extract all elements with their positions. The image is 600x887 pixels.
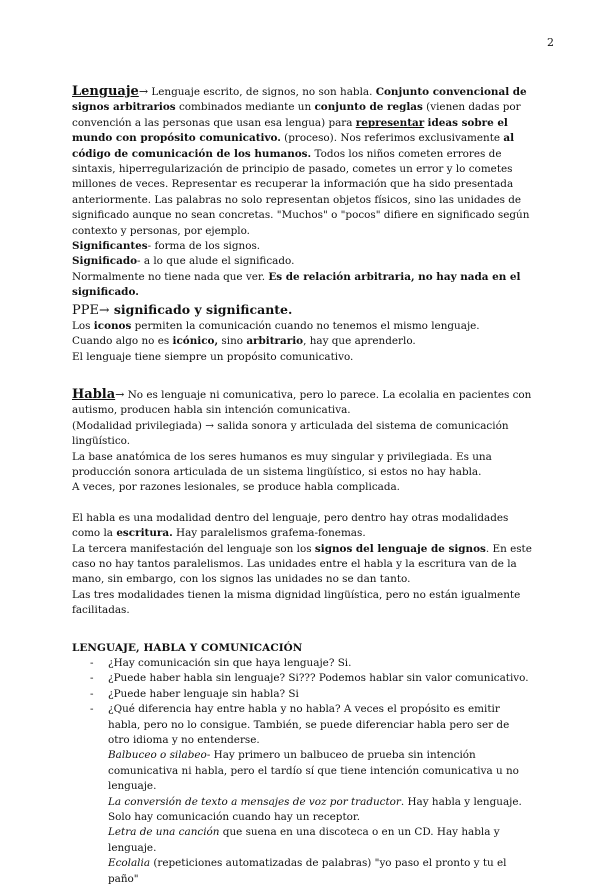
bold-underlined-text: representar (355, 116, 425, 129)
section-title: LENGUAJE, HABLA Y COMUNICACIÓN (72, 641, 303, 654)
list-item: - ¿Puede haber habla sin lenguaje? Si??? Podemos hablar sin valor comunicativo. (72, 671, 532, 686)
bold-text: conjunto de reglas (314, 101, 423, 114)
text: (proceso). Nos referimos exclusivamente (280, 132, 504, 145)
arrow-icon: → (138, 85, 149, 98)
text: - Hay primero un balbuceo de prueba sin intención comunicativa ni habla, pero el tardío sí que tiene intención comunicativa u no lenguaje. (108, 749, 519, 793)
signos-paragraph (72, 542, 532, 588)
list-item: - ¿Hay comunicación sin que haya lenguaje? Si. (72, 656, 532, 671)
arrow-icon: → (98, 301, 110, 317)
base-anatomica-line: La base anatómica de los seres humanos es muy singular y privilegiada. Es una producción sonora articulada de un sistema lingüístico, si estos no hay habla. (72, 450, 492, 478)
text: (repeticiones automatizadas de palabras) "yo paso el pronto y tu el paño" (108, 857, 507, 885)
text: (Modalidad privilegiada) (72, 419, 206, 432)
arrow-icon: → (115, 387, 125, 401)
text: salida sonora y articulada del sistema de comunicación lingüístico. (72, 419, 509, 448)
italic-term: La conversión de texto a mensajes de voz por traductor (108, 795, 401, 808)
text: permiten la comunicación cuando no tenemos el mismo lenguaje. (131, 319, 480, 332)
text: . Hay habla y lenguaje. Solo hay comunicación cuando hay un receptor. (108, 795, 522, 824)
bold-text: iconos (93, 319, 132, 332)
example-cancion (72, 825, 532, 856)
bold-text: ideas sobre el mundo con propósito comunicativo. (72, 116, 508, 145)
example-ecolalia (72, 856, 532, 887)
spacer (72, 619, 532, 641)
text: No es lenguaje ni comunicativa, pero lo parece. La ecolalia en pacientes con autismo, producen habla sin intención comunicativa. (72, 388, 532, 417)
text: sino (218, 335, 247, 348)
significantes-term: Significantes (72, 240, 148, 253)
italic-term: Ecolalia (108, 857, 151, 870)
bold-text: icónico, (172, 335, 219, 348)
page-number: 2 (547, 36, 554, 49)
text: (vienen dadas por convención a las personas que usan esa lengua) para (72, 101, 521, 129)
iconico-line (72, 334, 532, 349)
significado-line (72, 254, 532, 269)
text: Cuando algo no es (72, 335, 173, 348)
proposito-line: El lenguaje tiene siempre un propósito comunicativo. (72, 350, 354, 363)
text: - forma de los signos. (147, 240, 261, 253)
bold-text: escritura. (116, 527, 173, 540)
bold-text: Es de relación arbitraria, no hay nada en el significado. (72, 270, 521, 299)
text: que suena en una discoteca o en un CD. Hay habla y lenguaje. (108, 826, 500, 854)
bold-text: Conjunto convencional de signos arbitrarios (72, 86, 527, 114)
habla-heading: Habla (72, 386, 116, 402)
modalidad-line (72, 419, 532, 450)
text: combinados mediante un (175, 101, 315, 114)
ppe-line (72, 301, 532, 319)
text: Todos los niños cometen errores de sintaxis, hiperregularización de principio de pasado, cometes un error y lo cometes millones de veces. Representar es recuperar la información que ha sido presentada anteriormente. Las palabras no solo representan objetos físicos, sino las unidades de significado aunque no sean concretas. "Muchos" o "pocos" difiere en significado según contexto y personas, por ejemplo. (72, 147, 530, 237)
ppe-label: PPE (72, 302, 99, 318)
text: . En este caso no hay tantos paralelismos. Las unidades entre el habla y la escritura van de la mano, sin embargo, con los signos las unidades no se dan tanto. (72, 542, 532, 586)
lenguaje-heading: Lenguaje (72, 84, 139, 99)
italic-term: Balbuceo o silabeo (108, 749, 207, 762)
text: - a lo que alude el significado. (137, 255, 295, 268)
example-conversion (72, 795, 532, 826)
text: La tercera manifestación del lenguaje son los (72, 542, 315, 555)
list-item: - ¿Qué diferencia hay entre habla y no habla? A veces el propósito es emitir habla, pero no lo consigue. También, se puede diferenciar habla pero ser de otro idioma y no entenderse. (72, 702, 532, 748)
iconos-line (72, 319, 532, 334)
text: Normalmente no tiene nada que ver. (72, 270, 269, 283)
bold-text: al código de comunicación de los humanos. (72, 132, 515, 160)
example-balbuceo (72, 748, 532, 794)
text: , hay que aprenderlo. (303, 335, 416, 348)
text: Hay paralelismos grafema-fonemas. (172, 527, 366, 540)
modalidades-paragraph: Las tres modalidades tienen la misma dignidad lingüística, pero no están igualmente facilitadas. (72, 588, 521, 617)
document-body (72, 84, 532, 887)
lenguaje-paragraph (72, 84, 532, 239)
text: Los (72, 319, 94, 332)
list-item: - ¿Puede haber lenguaje sin habla? Si (72, 687, 532, 702)
escritura-paragraph (72, 511, 532, 542)
habla-paragraph (72, 387, 532, 419)
significado-term: Significado (72, 255, 138, 268)
relation-line (72, 270, 532, 301)
bold-text: signos del lenguaje de signos (314, 542, 486, 555)
question-list (72, 656, 532, 748)
ppe-text: significado y significante. (109, 301, 293, 317)
arrow-icon: → (205, 419, 214, 432)
bold-text: arbitrario (246, 335, 304, 348)
spacer (72, 365, 532, 387)
spacer (72, 496, 532, 511)
italic-term: Letra de una canción (108, 826, 220, 839)
text: El habla es una modalidad dentro del lenguaje, pero dentro hay otras modalidades como la (72, 511, 509, 540)
significantes-line (72, 239, 532, 254)
text: Lenguaje escrito, de signos, no son habla. (148, 86, 376, 98)
lesionales-line: A veces, por razones lesionales, se produce habla complicada. (72, 481, 400, 494)
